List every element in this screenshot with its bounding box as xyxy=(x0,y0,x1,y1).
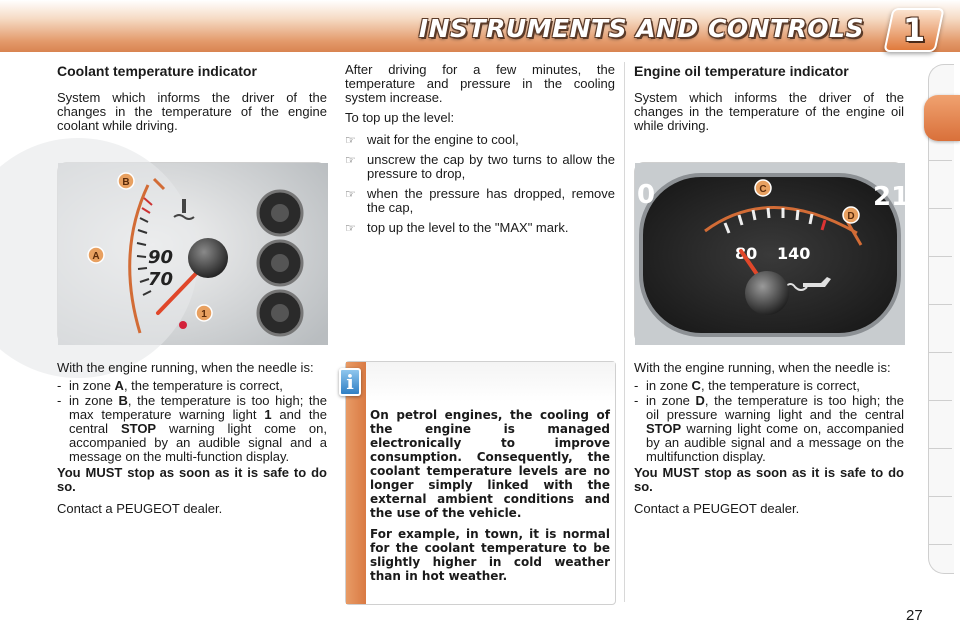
chapter-badge xyxy=(883,8,944,52)
tab-divider xyxy=(928,496,952,497)
list-item: ☞ when the pressure has dropped, remove the cap, xyxy=(345,186,615,215)
pointing-hand-icon: ☞ xyxy=(345,153,356,167)
tab-divider xyxy=(928,352,952,353)
tab-divider xyxy=(928,304,952,305)
coolant-needle-intro: With the engine running, when the needle is: xyxy=(57,360,314,375)
topup-intro: After driving for a few minutes, the temperature and pressure in the cooling system increase. xyxy=(345,62,615,105)
oil-needle-section xyxy=(634,361,904,522)
oil-needle-intro: With the engine running, when the needle is: xyxy=(634,360,891,375)
gauge-140-label: 140 xyxy=(777,244,811,263)
tab-divider xyxy=(928,256,952,257)
oil-intro: System which informs the driver of the changes in the temperature of the engine oil while driving. xyxy=(634,90,904,133)
tab-divider xyxy=(928,160,952,161)
warning-light-label: 1 xyxy=(201,309,207,320)
active-chapter-tab xyxy=(924,95,960,141)
page-header xyxy=(0,0,960,52)
coolant-dealer-contact: Contact a PEUGEOT dealer. xyxy=(57,501,223,516)
coolant-gauge-illustration xyxy=(58,163,328,345)
list-item: - in zone B, the temperature is too high; the max temperature warning light 1 and the central STOP warning light come on, accompanied by an audible signal and a message on the multi-function display. xyxy=(57,393,327,464)
chapter-number: 1 xyxy=(902,11,926,49)
section-title: INSTRUMENTS AND CONTROLS xyxy=(418,14,864,43)
zone-b-label: B xyxy=(122,177,130,188)
tab-divider xyxy=(928,448,952,449)
zone-d-label: D xyxy=(847,211,855,222)
oil-stop-warning: You MUST stop as soon as it is safe to do so. xyxy=(634,465,904,494)
column-divider xyxy=(624,62,625,602)
info-panel-strip xyxy=(346,362,366,604)
list-item: - in zone D, the temperature is too high; the oil pressure warning light and the central STOP warning light come on, accompanied by an audible signal and a message on the multifunction display. xyxy=(634,393,904,464)
gauge-70-label: 70 xyxy=(148,269,174,290)
page-number: 27 xyxy=(906,607,923,624)
gauge-80-label: 80 xyxy=(735,244,758,263)
coolant-intro: System which informs the driver of the changes in the temperature of the engine coolant while driving. xyxy=(57,90,327,133)
pointing-hand-icon: ☞ xyxy=(345,187,356,201)
pointing-hand-icon: ☞ xyxy=(345,221,356,235)
tab-divider xyxy=(928,208,952,209)
coolant-stop-warning: You MUST stop as soon as it is safe to do so. xyxy=(57,465,327,494)
coolant-gauge-image xyxy=(57,162,327,344)
coolant-zone-list xyxy=(57,379,327,464)
list-item: ☞ top up the level to the "MAX" mark. xyxy=(345,220,569,235)
oil-heading: Engine oil temperature indicator xyxy=(634,63,849,79)
pointing-hand-icon: ☞ xyxy=(345,133,356,147)
topup-label: To top up the level: xyxy=(345,110,455,125)
oil-gauge-image xyxy=(634,162,910,344)
info-panel-top xyxy=(366,362,615,402)
info-text xyxy=(370,408,610,590)
zone-c-label: C xyxy=(759,184,767,195)
list-item: ☞ unscrew the cap by two turns to allow the pressure to drop, xyxy=(345,152,615,181)
info-paragraph-cold-weather: For example, in town, it is normal for the coolant temperature to be slightly higher in cold weather than in hot weather. xyxy=(370,527,610,583)
adjacent-dial-right-digits: 21 xyxy=(873,182,910,212)
list-item: ☞ wait for the engine to cool, xyxy=(345,132,519,147)
list-item: - in zone C, the temperature is correct, xyxy=(634,378,860,393)
coolant-needle-section xyxy=(57,361,327,522)
topup-section xyxy=(345,63,615,241)
gauge-90-label: 90 xyxy=(148,247,174,268)
tab-divider xyxy=(928,544,952,545)
list-item: - in zone A, the temperature is correct, xyxy=(57,378,283,393)
coolant-heading: Coolant temperature indicator xyxy=(57,63,257,79)
topup-steps xyxy=(345,133,615,235)
zone-a-label: A xyxy=(92,251,100,262)
oil-section xyxy=(634,63,904,139)
info-paragraph-electronic-cooling: On petrol engines, the cooling of the engine is managed electronically to improve consumption. Consequently, the coolant temperature levels are no longer simply linked with the external ambient conditions and the use of the vehicle. xyxy=(370,408,610,520)
info-icon: i xyxy=(339,368,361,396)
oil-gauge-illustration xyxy=(635,163,910,345)
coolant-section xyxy=(57,63,327,139)
oil-zone-list xyxy=(634,379,904,464)
oil-dealer-contact: Contact a PEUGEOT dealer. xyxy=(634,501,800,516)
tab-divider xyxy=(928,400,952,401)
adjacent-dial-left-digit: 0 xyxy=(637,180,656,210)
